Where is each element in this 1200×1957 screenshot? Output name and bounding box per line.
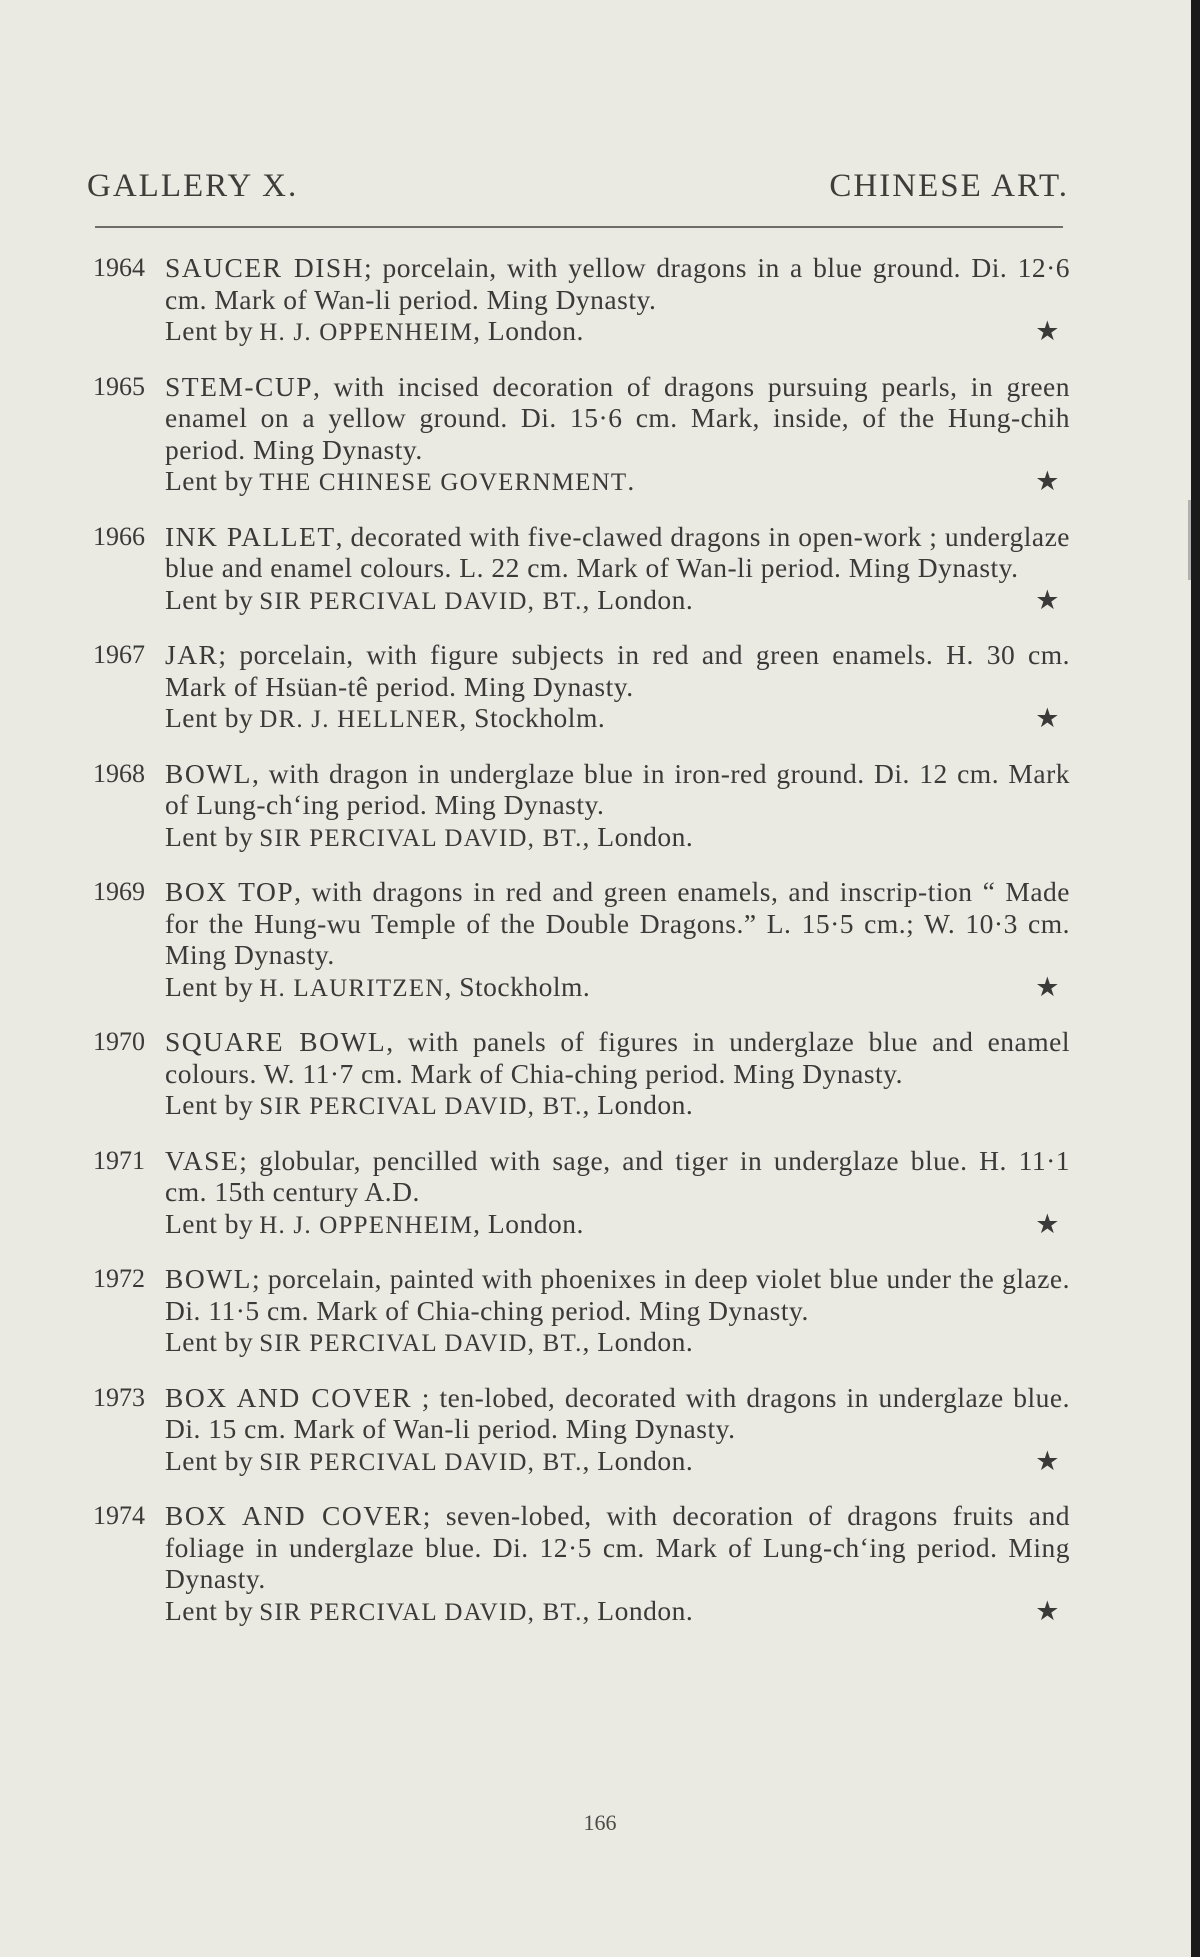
entry-number: 1969	[93, 877, 145, 906]
lender-location: , London.	[582, 1594, 694, 1626]
entry-description	[165, 1026, 1070, 1089]
entry-title-punct: ,	[294, 876, 302, 907]
star-icon: ★	[1035, 703, 1060, 733]
star-icon: ★	[1035, 1445, 1060, 1476]
lender-line	[165, 315, 1070, 349]
entry-number: 1971	[93, 1145, 145, 1175]
star-icon: ★	[1035, 1595, 1060, 1626]
entry-title-punct: ;	[412, 1381, 430, 1413]
lent-by-label: Lent by	[165, 315, 254, 346]
entry-number: 1967	[93, 640, 145, 669]
entry-title-punct: ;	[218, 639, 227, 670]
catalogue-entry	[80, 371, 1070, 499]
lent-by-label: Lent by	[165, 820, 254, 852]
entry-title-punct: ,	[335, 520, 344, 552]
entry-title-punct: ,	[313, 370, 321, 402]
star-icon: ★	[1035, 1208, 1060, 1239]
lender-name: SIR PERCIVAL DAVID, BT.	[259, 1093, 583, 1120]
catalogue-entry	[80, 1263, 1070, 1360]
catalogue-entry	[80, 1500, 1070, 1628]
entry-description	[165, 371, 1070, 466]
entry-number: 1964	[93, 253, 145, 282]
entry-description	[165, 758, 1070, 821]
lent-by-label: Lent by	[165, 1089, 254, 1120]
entry-title-punct: ,	[386, 1026, 394, 1057]
catalogue-entry	[80, 1145, 1070, 1242]
lender-location: , London.	[473, 315, 584, 346]
entry-text: seven-lobed, with decoration of dragons fruits and foliage in underglaze blue. Di. 12·5 cm. Mark of Lung-ch‘ing period. Ming Dynasty.	[165, 1500, 1071, 1594]
lent-by-label: Lent by	[165, 1444, 254, 1476]
star-icon: ★	[1035, 316, 1060, 346]
entry-text: porcelain, with yellow dragons in a blue ground. Di. 12·6 cm. Mark of Wan-li period. Ming Dynasty.	[165, 252, 1071, 315]
lender-name: DR. J. HELLNER	[259, 706, 460, 733]
lender-name: H. LAURITZEN	[259, 974, 445, 1002]
lent-by-label: Lent by	[165, 1594, 254, 1626]
lent-by-label: Lent by	[165, 1326, 254, 1357]
lent-by-label: Lent by	[165, 465, 254, 496]
entry-text: with incised decoration of dragons pursuing pearls, in green enamel on a yellow ground. Di. 15·6 cm. Mark, inside, of the Hung-chih period. Ming Dynasty.	[165, 370, 1071, 465]
entry-number: 1968	[93, 758, 145, 788]
lender-name: THE CHINESE GOVERNMENT	[259, 469, 628, 496]
catalogue-entries	[80, 252, 1070, 1650]
lent-by-label: Lent by	[165, 702, 254, 733]
entry-title: INK PALLET	[165, 520, 336, 552]
lender-location: , London.	[582, 1326, 694, 1357]
lent-by-label: Lent by	[165, 1207, 254, 1239]
star-icon: ★	[1035, 971, 1060, 1002]
lender-line	[165, 1595, 1070, 1629]
entry-text: globular, pencilled with sage, and tiger in underglaze blue. H. 11·1 cm. 15th century A.D.	[165, 1144, 1071, 1207]
entry-text: porcelain, painted with phoenixes in deep violet blue under the glaze. Di. 11·5 cm. Mark of Chia-ching period. Ming Dynasty.	[165, 1263, 1071, 1326]
star-icon: ★	[1035, 584, 1060, 615]
entry-title: BOWL	[165, 1263, 252, 1294]
entry-description	[165, 1263, 1070, 1326]
running-head	[87, 168, 1069, 205]
lender-line	[165, 1326, 1070, 1360]
catalogue-entry	[80, 1382, 1070, 1479]
entry-title-punct: ;	[239, 1144, 248, 1176]
entry-number: 1966	[93, 521, 145, 551]
entry-title: BOX AND COVER	[165, 1500, 423, 1531]
lender-name: H. J. OPPENHEIM	[259, 1211, 474, 1239]
entry-description	[165, 521, 1070, 584]
lender-name: H. J. OPPENHEIM	[259, 319, 474, 346]
entry-number: 1972	[93, 1264, 145, 1293]
lender-location: , London.	[582, 1444, 694, 1476]
lender-name: SIR PERCIVAL DAVID, BT.	[259, 587, 583, 615]
entry-title-punct: ;	[251, 1263, 261, 1294]
catalogue-entry	[80, 1026, 1070, 1123]
entry-number: 1973	[93, 1382, 145, 1412]
catalogue-entry	[80, 252, 1070, 349]
lender-location: , London.	[582, 583, 694, 615]
header-rule	[95, 226, 1063, 228]
catalogue-entry	[80, 758, 1070, 855]
entry-text: with dragons in red and green enamels, and inscrip-tion “ Made for the Hung-wu Temple of the Double Dragons.” L. 15·5 cm.; W. 10·3 cm. Ming Dynasty.	[165, 876, 1070, 970]
entry-description	[165, 1500, 1070, 1595]
catalogue-entry	[80, 639, 1070, 736]
entry-description	[165, 639, 1070, 702]
lender-line	[165, 1089, 1070, 1123]
lender-line	[165, 465, 1070, 499]
lender-location: , London.	[582, 820, 694, 852]
entry-text: with dragon in underglaze blue in iron-red ground. Di. 12 cm. Mark of Lung-ch‘ing period. Ming Dynasty.	[165, 757, 1070, 820]
entry-number: 1974	[93, 1501, 145, 1530]
entry-number: 1965	[93, 371, 145, 401]
section-heading: CHINESE ART.	[829, 168, 1069, 204]
entry-title-punct: ;	[364, 252, 373, 283]
lender-line	[165, 971, 1070, 1005]
lender-location: , Stockholm.	[444, 970, 591, 1002]
entry-description	[165, 876, 1070, 971]
lender-name: SIR PERCIVAL DAVID, BT.	[259, 1330, 583, 1357]
lender-line	[165, 702, 1070, 736]
entry-description	[165, 252, 1070, 315]
lender-name: SIR PERCIVAL DAVID, BT.	[259, 1448, 583, 1476]
lender-location: , London.	[473, 1207, 584, 1239]
entry-text: decorated with five-clawed dragons in open-work ; underglaze blue and enamel colours. L. 22 cm. Mark of Wan-li period. Ming Dynasty.	[165, 520, 1070, 583]
lender-location: , Stockholm.	[459, 702, 606, 733]
entry-title: BOX TOP	[165, 876, 295, 907]
entry-title: SQUARE BOWL	[165, 1026, 387, 1057]
catalogue-entry	[80, 876, 1070, 1004]
entry-title: JAR	[165, 639, 219, 670]
lent-by-label: Lent by	[165, 583, 254, 615]
entry-title: BOX AND COVER	[165, 1381, 413, 1413]
lender-name: SIR PERCIVAL DAVID, BT.	[259, 1598, 583, 1626]
lender-location: , London.	[582, 1089, 694, 1120]
entry-title: BOWL	[165, 757, 252, 789]
entry-text: ten-lobed, decorated with dragons in underglaze blue. Di. 15 cm. Mark of Wan-li period. Ming Dynasty.	[165, 1381, 1070, 1444]
entry-text: porcelain, with figure subjects in red and green enamels. H. 30 cm. Mark of Hsüan-tê period. Ming Dynasty.	[165, 639, 1071, 702]
entry-title-punct: ;	[422, 1500, 431, 1531]
lender-line	[165, 584, 1070, 618]
gallery-heading: GALLERY X.	[87, 168, 299, 204]
page-number: 166	[583, 1810, 617, 1835]
lender-location: .	[627, 465, 635, 496]
lent-by-label: Lent by	[165, 970, 254, 1002]
catalogue-entry	[80, 521, 1070, 618]
page-edge	[1191, 0, 1200, 1957]
entry-description	[165, 1382, 1070, 1445]
lender-line	[165, 1445, 1070, 1479]
entry-text: with panels of figures in underglaze blue and enamel colours. W. 11·7 cm. Mark of Chia-ching period. Ming Dynasty.	[165, 1026, 1070, 1089]
lender-line	[165, 821, 1070, 855]
entry-title: SAUCER DISH	[165, 252, 365, 283]
entry-title-punct: ,	[251, 757, 260, 789]
lender-name: SIR PERCIVAL DAVID, BT.	[259, 824, 583, 852]
entry-number: 1970	[93, 1027, 145, 1056]
lender-line	[165, 1208, 1070, 1242]
page-edge-shadow	[1188, 500, 1191, 580]
entry-title: VASE	[165, 1144, 240, 1176]
entry-description	[165, 1145, 1070, 1208]
entry-title: STEM-CUP	[165, 370, 313, 402]
star-icon: ★	[1035, 466, 1060, 496]
